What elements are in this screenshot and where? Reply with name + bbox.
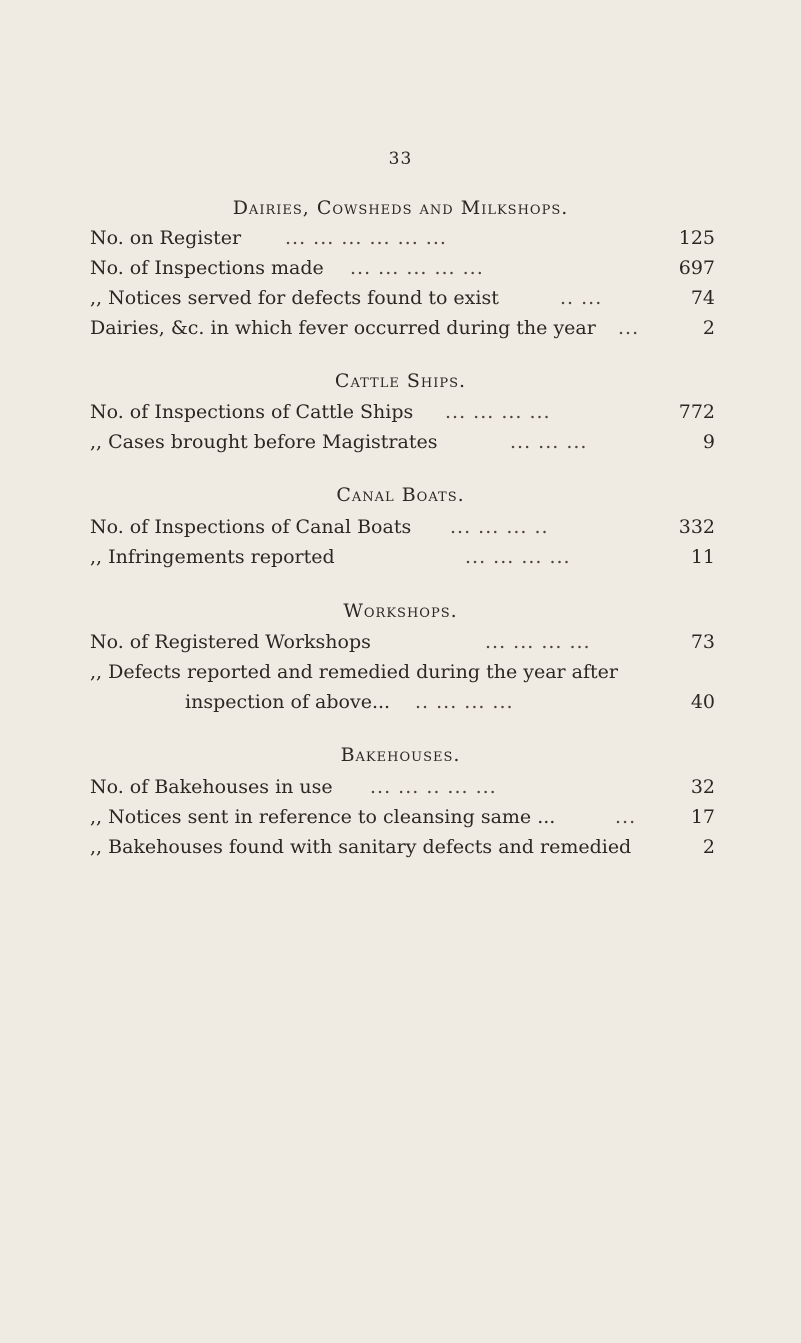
table-row: [90, 772, 715, 802]
row-value: 11: [690, 546, 715, 568]
row-label: No. of Inspections made: [90, 257, 324, 279]
row-label: No. on Register: [90, 227, 242, 249]
row-value: 332: [678, 516, 715, 538]
table-row: [90, 397, 715, 427]
dot-leader: ... ... ... ... ... ...: [285, 227, 447, 249]
table-row: [90, 627, 715, 657]
table-row: [90, 657, 715, 687]
table-row: [90, 253, 715, 283]
table-row: [90, 687, 715, 717]
row-value: 17: [690, 806, 715, 828]
row-label: ,, Notices sent in reference to cleansing same ...: [90, 806, 556, 828]
dot-leader: ... ... .. ... ...: [370, 776, 497, 798]
row-value: 40: [690, 691, 715, 713]
dot-leader: ... ... ... ...: [465, 546, 571, 568]
row-label: ,, Defects reported and remedied during the year after: [90, 661, 618, 683]
table-row: [90, 512, 715, 542]
table-row: [90, 313, 715, 343]
row-value: 697: [678, 257, 715, 279]
section-heading-cattle-ships: Cattle Ships.: [334, 370, 467, 392]
row-label: ,, Infringements reported: [90, 546, 335, 568]
dot-leader: ... ... ... ..: [450, 516, 549, 538]
dot-leader: .. ... ... ...: [415, 691, 514, 713]
table-row: [90, 542, 715, 572]
row-value: 9: [702, 431, 715, 453]
section-heading-dairies: Dairies, Cowsheds and Milkshops.: [232, 197, 569, 219]
table-row: [90, 802, 715, 832]
row-label: No. of Registered Workshops: [90, 631, 371, 653]
row-label: ,, Cases brought before Magistrates: [90, 431, 438, 453]
dot-leader: .. ...: [560, 287, 603, 309]
table-row: [90, 283, 715, 313]
dot-leader: ...: [615, 806, 637, 828]
row-label: No. of Bakehouses in use: [90, 776, 333, 798]
dot-leader: ... ... ...: [510, 431, 588, 453]
section-heading-bakehouses: Bakehouses.: [340, 744, 461, 766]
section-heading-canal-boats: Canal Boats.: [336, 484, 465, 506]
row-label: No. of Inspections of Canal Boats: [90, 516, 412, 538]
row-value: 74: [690, 287, 715, 309]
section-heading-workshops: Workshops.: [343, 600, 458, 622]
row-value: 2: [702, 836, 715, 858]
row-value: 2: [702, 317, 715, 339]
table-row: [90, 832, 715, 862]
row-value: 125: [678, 227, 715, 249]
row-value: 73: [690, 631, 715, 653]
row-label: No. of Inspections of Cattle Ships: [90, 401, 414, 423]
row-label: inspection of above...: [185, 691, 391, 713]
dot-leader: ...: [618, 317, 640, 339]
row-value: 772: [678, 401, 715, 423]
dot-leader: ... ... ... ...: [445, 401, 551, 423]
row-label: Dairies, &c. in which fever occurred during the year: [90, 317, 596, 339]
table-row: [90, 427, 715, 457]
table-row: [90, 223, 715, 253]
dot-leader: ... ... ... ... ...: [350, 257, 484, 279]
row-label: ,, Bakehouses found with sanitary defects and remedied: [90, 836, 632, 858]
row-label: ,, Notices served for defects found to exist: [90, 287, 499, 309]
dot-leader: ... ... ... ...: [485, 631, 591, 653]
row-value: 32: [690, 776, 715, 798]
page-number: 33: [388, 149, 413, 169]
